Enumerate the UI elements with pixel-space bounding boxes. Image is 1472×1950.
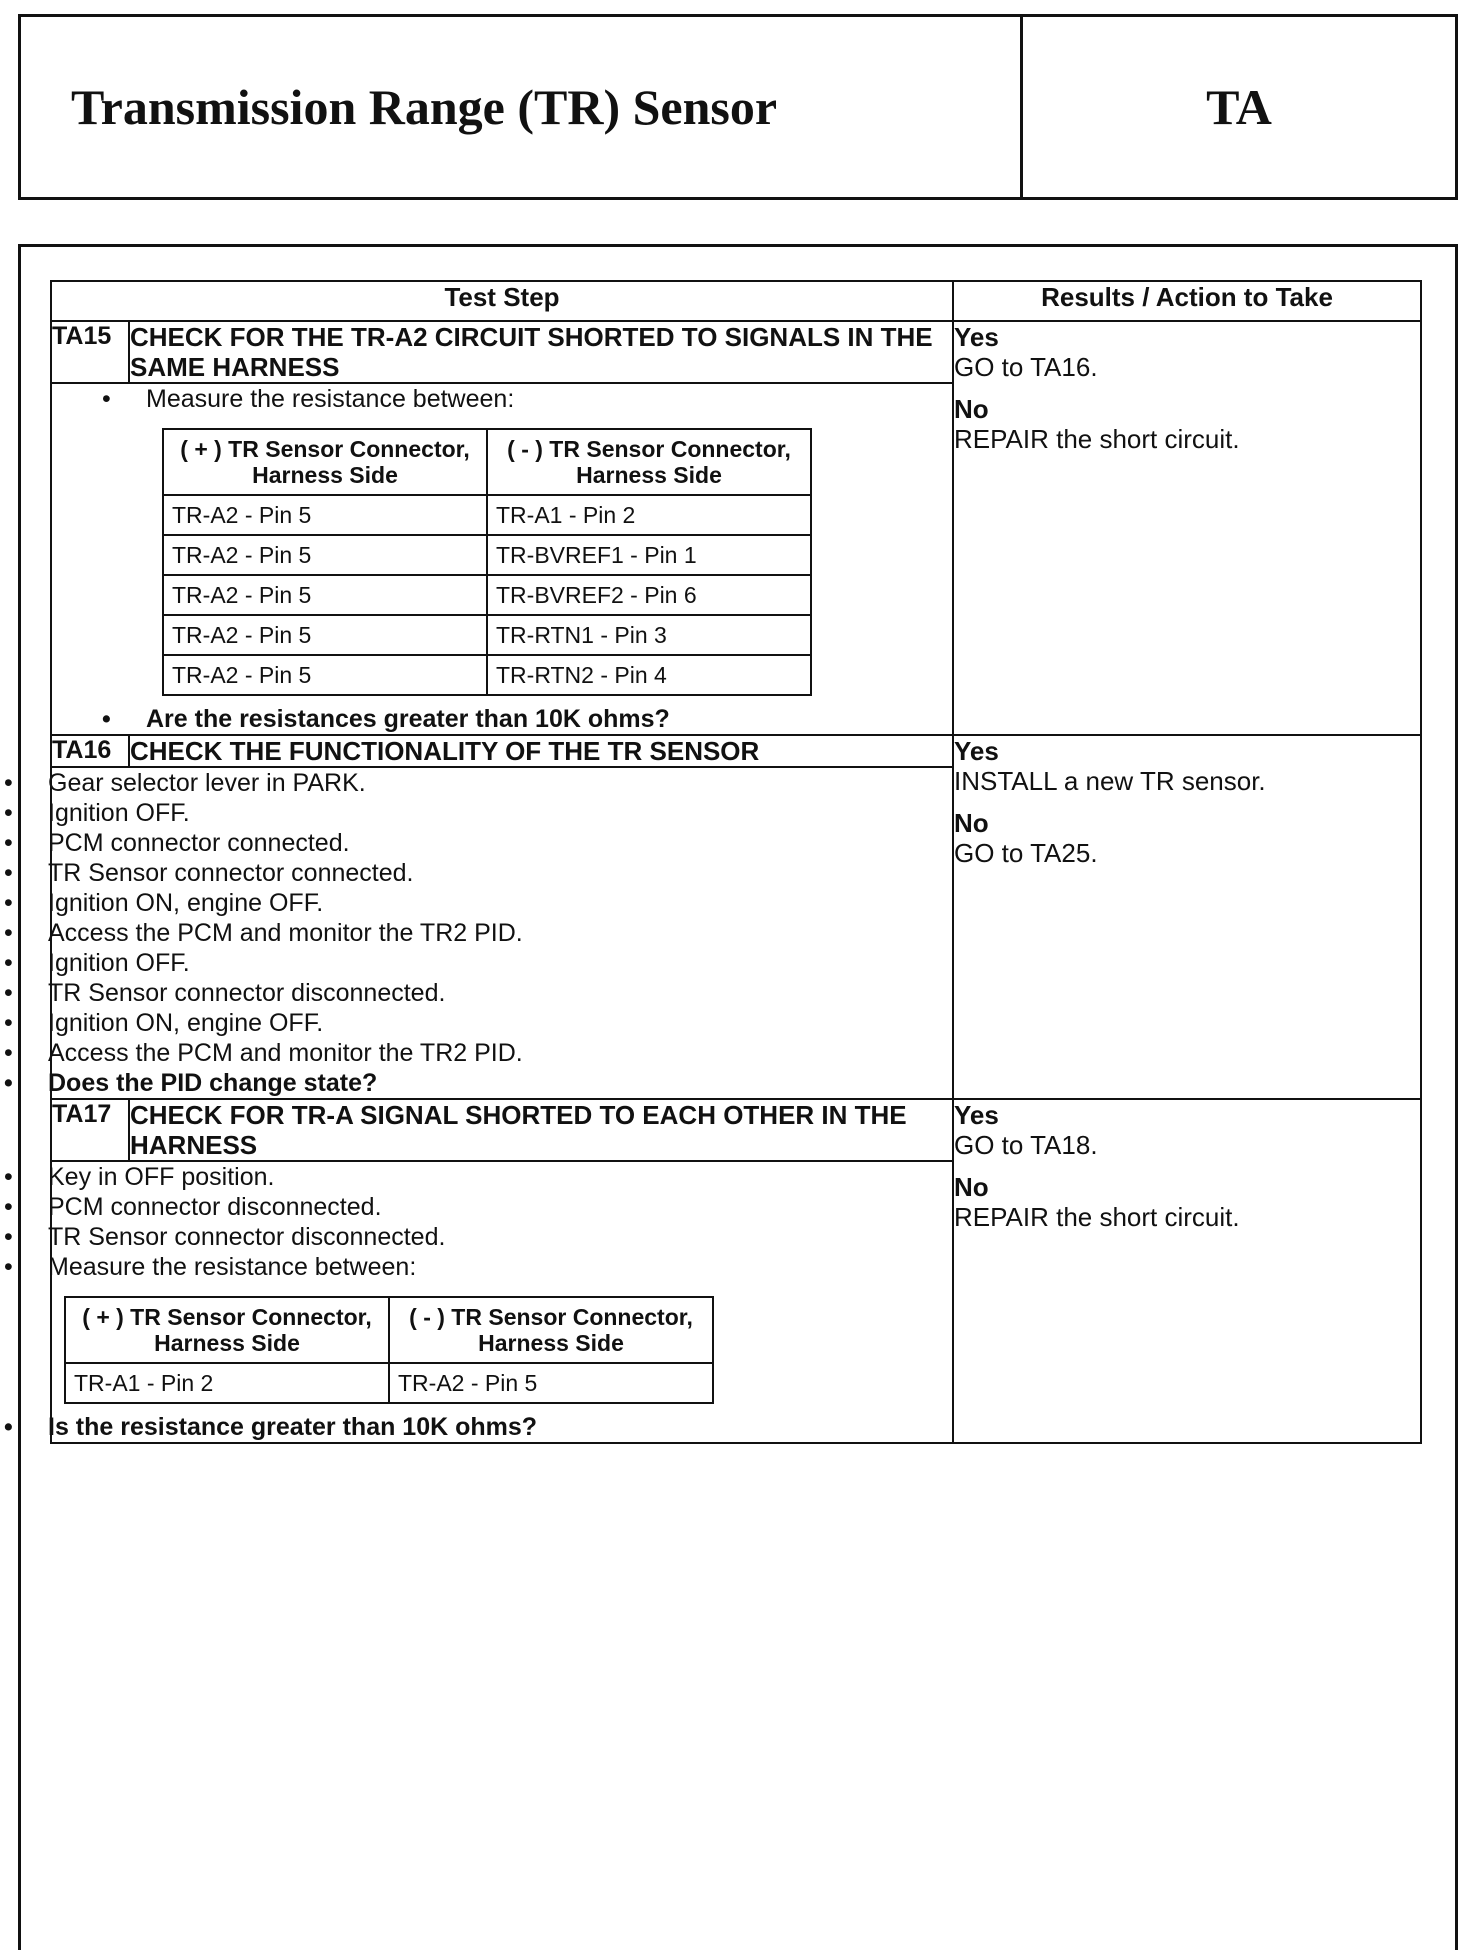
negative-pin: TR-RTN2 - Pin 4 [487, 655, 811, 695]
negative-pin: TR-A2 - Pin 5 [389, 1363, 713, 1403]
positive-pin: TR-A2 - Pin 5 [163, 495, 487, 535]
step-id: TA17 [51, 1099, 129, 1161]
no-label: No [954, 394, 989, 424]
table-row [163, 535, 811, 575]
measurement-table [64, 1296, 714, 1404]
positive-pin: TR-A2 - Pin 5 [163, 655, 487, 695]
results-header: Results / Action to Take [953, 281, 1421, 321]
list-item: • Ignition ON, engine OFF. [4, 888, 952, 918]
step-title-row [51, 735, 1421, 767]
table-row [163, 575, 811, 615]
test-step-table [50, 280, 1422, 1444]
step-body [51, 383, 953, 735]
list-item: • TR Sensor connector disconnected. [4, 1222, 952, 1252]
yes-label: Yes [954, 322, 999, 352]
yes-action: INSTALL a new TR sensor. [954, 766, 1266, 796]
step-results [953, 735, 1421, 1099]
table-row [163, 615, 811, 655]
page-title: Transmission Range (TR) Sensor [21, 17, 1023, 197]
measurement-table [162, 428, 812, 696]
yes-label: Yes [954, 736, 999, 766]
list-item: • PCM connector disconnected. [4, 1192, 952, 1222]
list-item: • TR Sensor connector connected. [4, 858, 952, 888]
list-item: • PCM connector connected. [4, 828, 952, 858]
step-title: CHECK FOR TR-A SIGNAL SHORTED TO EACH OTHER IN THE HARNESS [129, 1099, 953, 1161]
negative-pin: TR-RTN1 - Pin 3 [487, 615, 811, 655]
no-action: GO to TA25. [954, 838, 1098, 868]
list-item: • TR Sensor connector disconnected. [4, 978, 952, 1008]
list-item: • Ignition OFF. [4, 798, 952, 828]
step-question: • Is the resistance greater than 10K ohms? [4, 1412, 952, 1442]
test-step-header: Test Step [51, 281, 953, 321]
negative-connector-header: ( - ) TR Sensor Connector, Harness Side [389, 1297, 713, 1363]
list-item: • Access the PCM and monitor the TR2 PID. [4, 918, 952, 948]
positive-connector-header: ( + ) TR Sensor Connector, Harness Side [65, 1297, 389, 1363]
step-question: • Does the PID change state? [4, 1068, 952, 1098]
no-label: No [954, 808, 989, 838]
list-item: • Measure the resistance between: [4, 1252, 952, 1282]
list-item: • Access the PCM and monitor the TR2 PID. [4, 1038, 952, 1068]
positive-pin: TR-A2 - Pin 5 [163, 615, 487, 655]
yes-action: GO to TA16. [954, 352, 1098, 382]
negative-pin: TR-A1 - Pin 2 [487, 495, 811, 535]
list-item: • Ignition OFF. [4, 948, 952, 978]
positive-connector-header: ( + ) TR Sensor Connector, Harness Side [163, 429, 487, 495]
negative-connector-header: ( - ) TR Sensor Connector, Harness Side [487, 429, 811, 495]
step-title-row [51, 1099, 1421, 1161]
step-id: TA15 [51, 321, 129, 383]
table-row [163, 495, 811, 535]
section-code: TA [1206, 79, 1272, 135]
positive-pin: TR-A1 - Pin 2 [65, 1363, 389, 1403]
list-item: • Ignition ON, engine OFF. [4, 1008, 952, 1038]
page-header [18, 14, 1458, 200]
step-id: TA16 [51, 735, 129, 767]
no-label: No [954, 1172, 989, 1202]
step-title: CHECK FOR THE TR-A2 CIRCUIT SHORTED TO SIGNALS IN THE SAME HARNESS [129, 321, 953, 383]
step-body [48, 1161, 953, 1443]
step-title: CHECK THE FUNCTIONALITY OF THE TR SENSOR [129, 735, 953, 767]
table-row [65, 1363, 713, 1403]
step-results [953, 1099, 1421, 1443]
step-question: • Are the resistances greater than 10K ohms? [102, 704, 952, 734]
step-body [48, 767, 953, 1099]
negative-pin: TR-BVREF2 - Pin 6 [487, 575, 811, 615]
step-instruction: • Measure the resistance between: [102, 384, 952, 414]
yes-label: Yes [954, 1100, 999, 1130]
negative-pin: TR-BVREF1 - Pin 1 [487, 535, 811, 575]
positive-pin: TR-A2 - Pin 5 [163, 575, 487, 615]
step-title-row [51, 321, 1421, 383]
yes-action: GO to TA18. [954, 1130, 1098, 1160]
step-results [953, 321, 1421, 735]
table-header-row [51, 281, 1421, 321]
no-action: REPAIR the short circuit. [954, 1202, 1240, 1232]
positive-pin: TR-A2 - Pin 5 [163, 535, 487, 575]
table-row [163, 655, 811, 695]
no-action: REPAIR the short circuit. [954, 424, 1240, 454]
list-item: • Key in OFF position. [4, 1162, 952, 1192]
list-item: • Gear selector lever in PARK. [4, 768, 952, 798]
